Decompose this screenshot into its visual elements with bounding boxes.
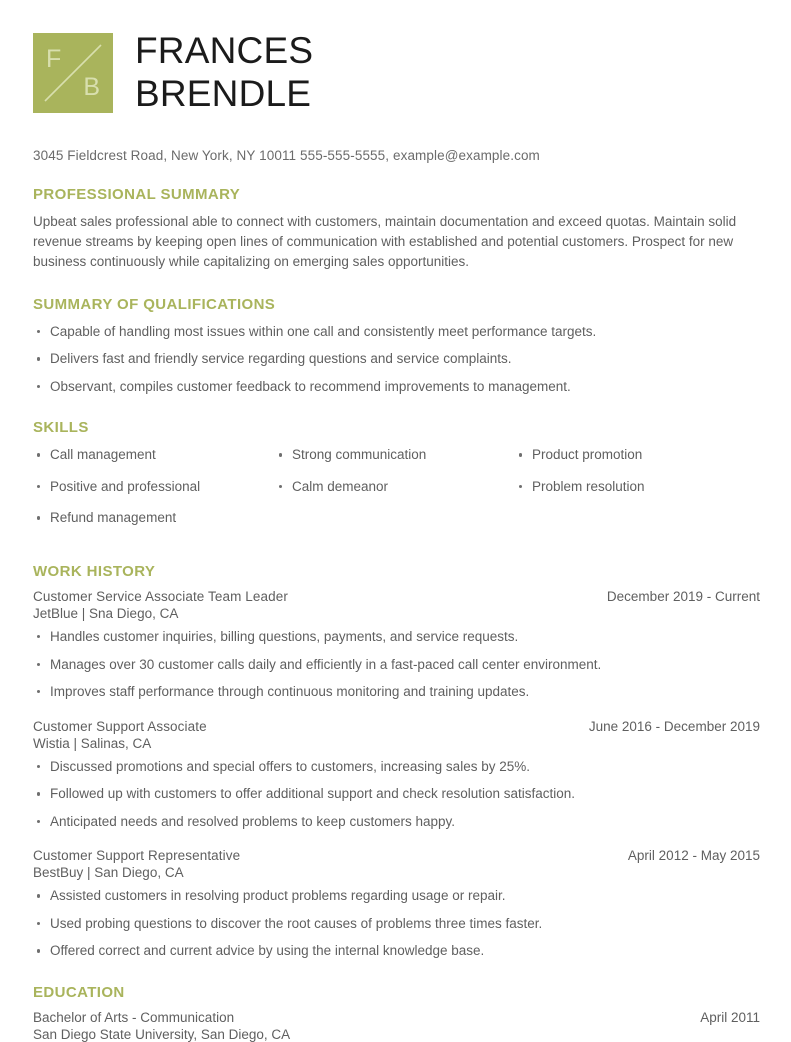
professional-summary-text: Upbeat sales professional able to connect with customers, maintain documentation and exceed quotas. Maintain solid revenue streams by keeping open lines of communication with established and potential customers. Prospect for new business continuously while capitalizing on emerging sales opportunities. — [33, 213, 737, 270]
section-professional-summary — [33, 186, 760, 273]
list-item: Calm demeanor — [275, 477, 515, 497]
education-school: San Diego State University, San Diego, CA — [33, 1027, 291, 1042]
section-title-education: EDUCATION — [33, 984, 125, 1001]
job-responsibilities — [33, 757, 760, 832]
candidate-name — [135, 30, 313, 116]
skills-column-3 — [515, 445, 760, 540]
last-name: BRENDLE — [135, 72, 312, 114]
list-item: Positive and professional — [33, 477, 275, 497]
job-header — [33, 719, 760, 734]
section-education — [33, 984, 760, 1042]
job-company-location: BestBuy | San Diego, CA — [33, 865, 184, 881]
education-header — [33, 1010, 760, 1025]
job-header — [33, 848, 760, 863]
section-skills — [33, 419, 760, 540]
list-item: Discussed promotions and special offers to customers, increasing sales by 25%. — [33, 757, 760, 777]
list-item: Offered correct and current advice by using the internal knowledge base. — [33, 941, 760, 961]
list-item: Anticipated needs and resolved problems to keep customers happy. — [33, 812, 760, 832]
skills-column-2 — [275, 445, 515, 540]
first-name: FRANCES — [135, 30, 314, 71]
list-item: Improves staff performance through continuous monitoring and training updates. — [33, 682, 760, 702]
section-title-skills: SKILLS — [33, 419, 89, 437]
section-qualifications — [33, 296, 760, 397]
list-item: Handles customer inquiries, billing questions, payments, and service requests. — [33, 627, 760, 647]
list-item: Refund management — [33, 508, 275, 528]
list-item: Problem resolution — [515, 477, 760, 497]
job-responsibilities — [33, 627, 760, 702]
skills-column-1 — [33, 445, 275, 540]
list-item: Strong communication — [275, 445, 515, 465]
job-responsibilities — [33, 886, 760, 961]
list-item: Used probing questions to discover the root causes of problems three times faster. — [33, 914, 760, 934]
list-item: Observant, compiles customer feedback to recommend improvements to management. — [33, 377, 760, 397]
work-history-entry — [33, 719, 760, 832]
list-item: Product promotion — [515, 445, 760, 465]
list-item: Followed up with customers to offer additional support and check resolution satisfaction. — [33, 784, 760, 804]
logo-initial-last: B — [83, 72, 100, 101]
job-date-range: December 2019 - Current — [606, 588, 760, 604]
job-title: Customer Support Representative — [33, 848, 241, 864]
list-item: Assisted customers in resolving product problems regarding usage or repair. — [33, 886, 760, 906]
contact-line: 3045 Fieldcrest Road, New York, NY 10011 555-555-5555, example@example.com — [33, 147, 540, 163]
list-item: Delivers fast and friendly service regarding questions and service complaints. — [33, 349, 760, 369]
section-title-qualifications: SUMMARY OF QUALIFICATIONS — [33, 295, 276, 313]
job-header — [33, 589, 760, 604]
skills-grid — [33, 445, 760, 540]
job-date-range: June 2016 - December 2019 — [588, 718, 760, 734]
education-date: April 2011 — [700, 1010, 760, 1025]
logo-slash-icon — [33, 33, 113, 113]
logo-initial-first: F — [46, 44, 62, 73]
education-degree: Bachelor of Arts - Communication — [33, 1010, 235, 1025]
education-entry — [33, 1010, 760, 1042]
job-date-range: April 2012 - May 2015 — [627, 848, 760, 864]
resume-header — [33, 30, 760, 116]
list-item: Capable of handling most issues within one call and consistently meet performance targets. — [33, 322, 760, 342]
job-company-location: JetBlue | Sna Diego, CA — [33, 605, 179, 621]
monogram-logo — [33, 33, 113, 113]
qualifications-list — [33, 322, 760, 397]
work-history-entry — [33, 589, 760, 702]
job-title: Customer Support Associate — [33, 718, 207, 734]
list-item: Manages over 30 customer calls daily and efficiently in a fast-paced call center environment. — [33, 655, 760, 675]
section-work-history — [33, 563, 760, 961]
list-item: Call management — [33, 445, 275, 465]
section-title-work-history: WORK HISTORY — [33, 562, 156, 580]
section-title-professional-summary: PROFESSIONAL SUMMARY — [33, 185, 241, 203]
work-history-entry — [33, 848, 760, 961]
job-title: Customer Service Associate Team Leader — [33, 588, 288, 604]
job-company-location: Wistia | Salinas, CA — [33, 735, 152, 751]
